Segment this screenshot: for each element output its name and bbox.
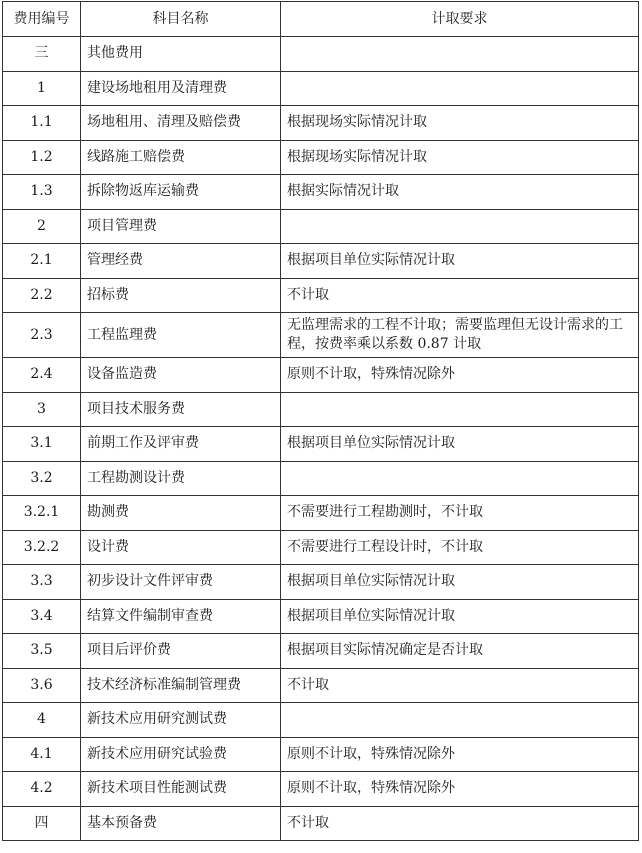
table-row (3, 806, 639, 841)
row-name: 结算文件编制审查费 (81, 599, 281, 634)
table-row (3, 244, 639, 279)
row-requirement (281, 392, 639, 427)
row-name: 场地租用、清理及赔偿费 (81, 106, 281, 141)
table-row (3, 313, 639, 358)
row-name: 新技术应用研究测试费 (81, 703, 281, 738)
table-row (3, 175, 639, 210)
row-requirement: 无监理需求的工程不计取；需要监理但无设计需求的工程，按费率乘以系数 0.87 计取 (281, 313, 639, 358)
row-name: 管理经费 (81, 244, 281, 279)
row-code: 2.4 (3, 358, 81, 393)
table-row (3, 427, 639, 462)
row-requirement: 根据项目单位实际情况计取 (281, 244, 639, 279)
row-name: 初步设计文件评审费 (81, 565, 281, 600)
row-code: 2.1 (3, 244, 81, 279)
table-row (3, 209, 639, 244)
row-code: 3.1 (3, 427, 81, 462)
table-row (3, 278, 639, 313)
table-row (3, 668, 639, 703)
table-row (3, 37, 639, 72)
row-name: 技术经济标准编制管理费 (81, 668, 281, 703)
row-name: 其他费用 (81, 37, 281, 72)
row-code: 3.2.2 (3, 530, 81, 565)
row-name: 项目管理费 (81, 209, 281, 244)
table-row (3, 358, 639, 393)
table-row (3, 106, 639, 141)
table-row (3, 703, 639, 738)
row-requirement: 不计取 (281, 806, 639, 841)
row-code: 3.5 (3, 634, 81, 669)
row-code: 三 (3, 37, 81, 72)
table-row (3, 71, 639, 106)
row-code: 3.2 (3, 461, 81, 496)
table-row (3, 737, 639, 772)
table-row (3, 772, 639, 807)
row-requirement: 根据实际情况计取 (281, 175, 639, 210)
row-requirement (281, 71, 639, 106)
row-name: 新技术应用研究试验费 (81, 737, 281, 772)
row-requirement: 不计取 (281, 278, 639, 313)
row-code: 1.2 (3, 140, 81, 175)
row-name: 前期工作及评审费 (81, 427, 281, 462)
table-row (3, 565, 639, 600)
row-requirement (281, 37, 639, 72)
row-code: 2.2 (3, 278, 81, 313)
table-row (3, 140, 639, 175)
row-requirement: 原则不计取，特殊情况除外 (281, 737, 639, 772)
row-name: 项目技术服务费 (81, 392, 281, 427)
row-code: 1.1 (3, 106, 81, 141)
row-name: 设计费 (81, 530, 281, 565)
row-requirement: 根据项目实际情况确定是否计取 (281, 634, 639, 669)
header-code: 费用编号 (3, 2, 81, 37)
row-name: 项目后评价费 (81, 634, 281, 669)
row-code: 3.3 (3, 565, 81, 600)
row-name: 勘测费 (81, 496, 281, 531)
row-code: 1 (3, 71, 81, 106)
row-code: 1.3 (3, 175, 81, 210)
row-name: 线路施工赔偿费 (81, 140, 281, 175)
table-row (3, 530, 639, 565)
row-name: 新技术项目性能测试费 (81, 772, 281, 807)
row-requirement: 根据项目单位实际情况计取 (281, 599, 639, 634)
table-row (3, 634, 639, 669)
row-requirement: 不需要进行工程勘测时，不计取 (281, 496, 639, 531)
row-code: 4.2 (3, 772, 81, 807)
row-requirement: 不计取 (281, 668, 639, 703)
table-row (3, 461, 639, 496)
row-name: 拆除物返库运输费 (81, 175, 281, 210)
row-requirement: 不需要进行工程设计时，不计取 (281, 530, 639, 565)
row-code: 2 (3, 209, 81, 244)
row-code: 3 (3, 392, 81, 427)
row-code: 3.6 (3, 668, 81, 703)
row-code: 3.2.1 (3, 496, 81, 531)
row-requirement: 根据现场实际情况计取 (281, 106, 639, 141)
row-requirement: 原则不计取，特殊情况除外 (281, 358, 639, 393)
row-name: 设备监造费 (81, 358, 281, 393)
row-requirement: 根据现场实际情况计取 (281, 140, 639, 175)
table-header-row (3, 2, 639, 37)
row-requirement (281, 209, 639, 244)
header-requirement: 计取要求 (281, 2, 639, 37)
row-name: 工程监理费 (81, 313, 281, 358)
row-code: 3.4 (3, 599, 81, 634)
row-requirement: 根据项目单位实际情况计取 (281, 427, 639, 462)
table-row (3, 599, 639, 634)
row-code: 4.1 (3, 737, 81, 772)
fee-table-container (2, 1, 639, 841)
row-code: 4 (3, 703, 81, 738)
header-name: 科目名称 (81, 2, 281, 37)
row-requirement: 原则不计取，特殊情况除外 (281, 772, 639, 807)
row-name: 建设场地租用及清理费 (81, 71, 281, 106)
row-code: 2.3 (3, 313, 81, 358)
row-code: 四 (3, 806, 81, 841)
row-name: 招标费 (81, 278, 281, 313)
table-row (3, 392, 639, 427)
row-requirement: 根据项目单位实际情况计取 (281, 565, 639, 600)
fee-table (2, 1, 639, 841)
table-row (3, 496, 639, 531)
row-requirement (281, 461, 639, 496)
row-name: 基本预备费 (81, 806, 281, 841)
row-requirement (281, 703, 639, 738)
row-name: 工程勘测设计费 (81, 461, 281, 496)
